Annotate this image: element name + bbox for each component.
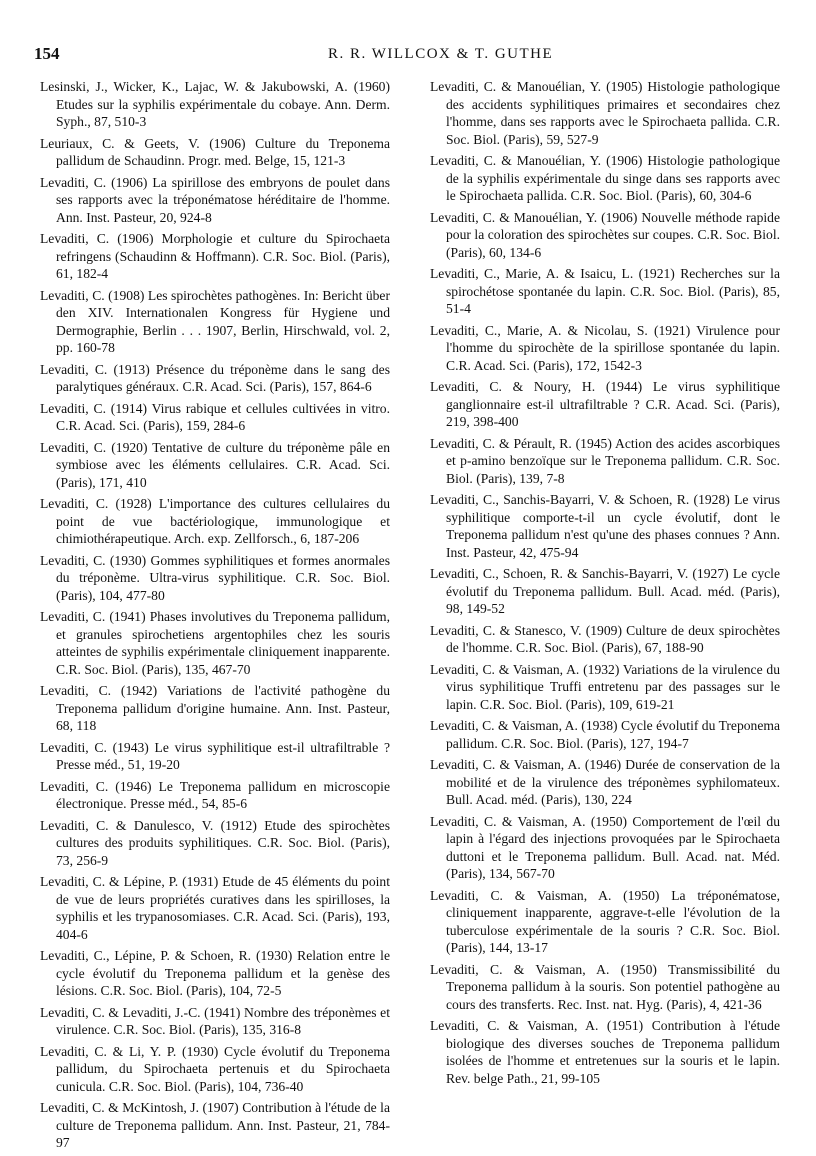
reference-entry: Levaditi, C. & Li, Y. P. (1930) Cycle évolutif du Treponema pallidum, du Spirochaeta pertenuis et du Spirochaeta cunicula. C.R. Soc. Biol. (Paris), 104, 736-40: [40, 1043, 390, 1094]
reference-entry: Levaditi, C., Marie, A. & Nicolau, S. (1921) Virulence pour l'homme du spirochète de la spirillose spontanée du lapin. C.R. Acad. Sci. (Paris), 172, 1542-3: [430, 322, 780, 373]
running-head: R. R. WILLCOX & T. GUTHE: [328, 46, 554, 62]
reference-entry: Levaditi, C. & Vaisman, A. (1951) Contribution à l'étude biologique des diverses souches de Treponema pallidum isolées de l'homme et entretenues sur la souris et le lapin. Rev. belge Path., 21, 99-105: [430, 1018, 780, 1086]
reference-entry: Levaditi, C. (1930) Gommes syphilitiques et formes anormales du tréponème. Ultra-virus syphilitique. C.R. Soc. Biol. (Paris), 104, 477-80: [40, 552, 390, 603]
reference-entry: Levaditi, C. (1913) Présence du tréponème dans le sang des paralytiques généraux. C.R. Acad. Sci. (Paris), 157, 864-6: [40, 361, 390, 394]
reference-entry: Levaditi, C. & McKintosh, J. (1907) Contribution à l'étude de la culture de Treponema pallidum. Ann. Inst. Pasteur, 21, 784-97: [40, 1100, 390, 1150]
reference-entry: Levaditi, C. & Vaisman, A. (1950) Transmissibilité du Treponema pallidum à la souris. Son potentiel pathogène au cours des transferts. Rec. Inst. nat. Hyg. (Paris), 4, 421-36: [430, 961, 780, 1012]
reference-entry: Levaditi, C. (1946) Le Treponema pallidum en microscopie électronique. Presse méd., 54, 85-6: [40, 778, 390, 811]
reference-entry: Levaditi, C. & Vaisman, A. (1950) Comportement de l'œil du lapin à l'égard des injections provoquées par le Spirochaeta duttoni et le Treponema pallidum. Bull. Acad. nat. Méd. (Paris), 134, 567-70: [430, 813, 780, 881]
reference-entry: Levaditi, C. & Pérault, R. (1945) Action des acides ascorbiques et p-amino benzoïque sur le Treponema pallidum. C.R. Soc. Biol. (Paris), 139, 7-8: [430, 435, 780, 486]
reference-column-left: [40, 78, 390, 1156]
reference-entry: Levaditi, C. (1906) Morphologie et culture du Spirochaeta refringens (Schaudinn & Hoffmann). C.R. Soc. Biol. (Paris), 61, 182-4: [40, 231, 390, 281]
reference-entry: Levaditi, C. & Stanesco, V. (1909) Culture de deux spirochètes de l'homme. C.R. Soc. Biol. (Paris), 67, 188-90: [430, 622, 780, 655]
reference-entry: Levaditi, C. & Manouélian, Y. (1906) Histologie pathologique de la syphilis expérimentale du singe dans ses rapports avec le Spirochaeta pallida. C.R. Soc. Biol. (Paris), 60, 304-6: [430, 153, 780, 203]
reference-entry: Levaditi, C. (1928) L'importance des cultures cellulaires du point de vue bactériologique, immunologique et chimiothérapeutique. Arch. exp. Zellforsch., 6, 187-206: [40, 496, 390, 546]
reference-entry: Levaditi, C., Sanchis-Bayarri, V. & Schoen, R. (1928) Le virus syphilitique comporte-t-il un cycle évolutif, dont le Treponema pallidum n'est qu'une des phases connues ? Ann. Inst. Pasteur, 42, 475-94: [430, 492, 780, 560]
reference-entry: Leuriaux, C. & Geets, V. (1906) Culture du Treponema pallidum de Schaudinn. Progr. med. Belge, 15, 121-3: [40, 135, 390, 168]
reference-entry: Levaditi, C. (1942) Variations de l'activité pathogène du Treponema pallidum d'origine humaine. Ann. Inst. Pasteur, 68, 118: [40, 683, 390, 733]
reference-entry: Levaditi, C., Lépine, P. & Schoen, R. (1930) Relation entre le cycle évolutif du Treponema pallidum et la genèse des lésions. C.R. Soc. Biol. (Paris), 104, 72-5: [40, 948, 390, 998]
reference-entry: Levaditi, C. & Vaisman, A. (1938) Cycle évolutif du Treponema pallidum. C.R. Soc. Biol. (Paris), 127, 194-7: [430, 718, 780, 751]
reference-entry: Levaditi, C. & Manouélian, Y. (1906) Nouvelle méthode rapide pour la coloration des spirochètes sur coupes. C.R. Soc. Biol. (Paris), 60, 134-6: [430, 209, 780, 260]
reference-entry: Levaditi, C. (1908) Les spirochètes pathogènes. In: Bericht über den XIV. Internationalen Kongress für Hygiene und Dermographie, Berlin . . . 1907, Berlin, Hirschwald, vol. 2, pp. 160-78: [40, 287, 390, 355]
reference-entry: Levaditi, C. (1943) Le virus syphilitique est-il ultrafiltrable ? Presse méd., 51, 19-20: [40, 739, 390, 772]
reference-entry: Levaditi, C. & Noury, H. (1944) Le virus syphilitique ganglionnaire est-il ultrafiltrable ? C.R. Acad. Sci. (Paris), 219, 398-400: [430, 379, 780, 429]
reference-entry: Levaditi, C. & Vaisman, A. (1950) La tréponématose, cliniquement inapparente, aggrave-t-elle l'évolution de la tuberculose expérimentale de la souris ? C.R. Soc. Biol. (Paris), 144, 13-17: [430, 887, 780, 955]
reference-entry: Levaditi, C. & Danulesco, V. (1912) Etude des spirochètes cultures des produits syphilitiques. C.R. Soc. Biol. (Paris), 73, 256-9: [40, 817, 390, 868]
reference-entry: Levaditi, C. & Vaisman, A. (1932) Variations de la virulence du virus syphilitique Truffi entretenu par des passages sur le lapin. C.R. Soc. Biol. (Paris), 109, 619-21: [430, 661, 780, 712]
reference-entry: Levaditi, C. & Vaisman, A. (1946) Durée de conservation de la mobilité et de la virulence des tréponèmes syphilomateux. Bull. Acad. méd. (Paris), 130, 224: [430, 757, 780, 807]
reference-entry: Lesinski, J., Wicker, K., Lajac, W. & Jakubowski, A. (1960) Etudes sur la syphilis expérimentale du cobaye. Ann. Derm. Syph., 87, 510-3: [40, 79, 390, 129]
reference-entry: Levaditi, C., Schoen, R. & Sanchis-Bayarri, V. (1927) Le cycle évolutif du Treponema pallidum. Bull. Acad. méd. (Paris), 98, 149-52: [430, 566, 780, 616]
reference-entry: Levaditi, C., Marie, A. & Isaicu, L. (1921) Recherches sur la spirochétose spontanée du lapin. C.R. Soc. Biol. (Paris), 85, 51-4: [430, 266, 780, 316]
reference-entry: Levaditi, C. & Manouélian, Y. (1905) Histologie pathologique des accidents syphilitiques primaires et secondaires chez l'homme, dans ses rapports avec le Spirochaeta pallida. C.R. Soc. Biol. (Paris), 59, 527-9: [430, 79, 780, 147]
reference-entry: Levaditi, C. (1906) La spirillose des embryons de poulet dans ses rapports avec la tréponématose héréditaire de l'homme. Ann. Inst. Pasteur, 20, 924-8: [40, 174, 390, 225]
page-header: [28, 44, 788, 68]
reference-column-right: [430, 78, 780, 1091]
page-number: 154: [34, 44, 60, 63]
reference-entry: Levaditi, C. (1920) Tentative de culture du tréponème pâle en symbiose avec les éléments cellulaires. C.R. Acad. Sci. (Paris), 171, 410: [40, 439, 390, 490]
reference-entry: Levaditi, C. (1941) Phases involutives du Treponema pallidum, et granules spirochetiens argentophiles chez les souris atteintes de syphilis expérimentale cliniquement inapparente. C.R. Soc. Biol. (Paris), 135, 467-70: [40, 609, 390, 677]
reference-entry: Levaditi, C. (1914) Virus rabique et cellules cultivées in vitro. C.R. Acad. Sci. (Paris), 159, 284-6: [40, 400, 390, 433]
reference-entry: Levaditi, C. & Levaditi, J.-C. (1941) Nombre des tréponèmes et virulence. C.R. Soc. Biol. (Paris), 135, 316-8: [40, 1004, 390, 1037]
reference-entry: Levaditi, C. & Lépine, P. (1931) Etude de 45 éléments du point de vue de leurs propriétés curatives dans les spirilloses, la syphilis et les trypanosomiases. C.R. Acad. Sci. (Paris), 193, 404-6: [40, 874, 390, 942]
